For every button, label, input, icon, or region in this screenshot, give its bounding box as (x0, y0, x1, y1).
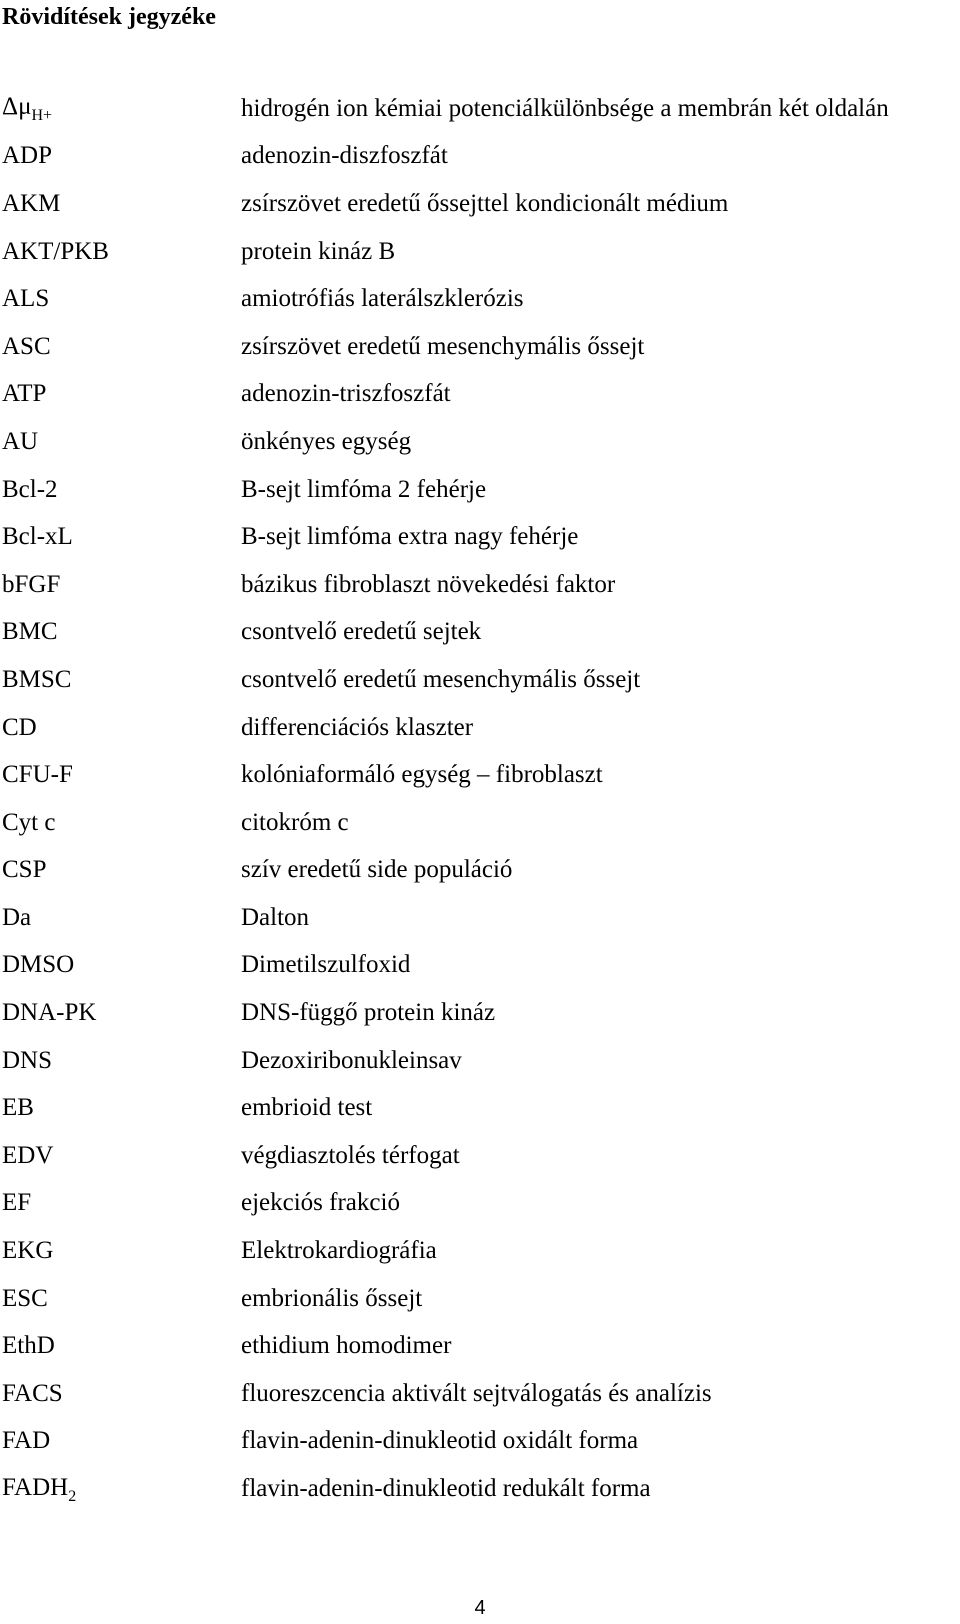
abbreviation-term: DNS (2, 1046, 53, 1074)
abbreviation-definition: szív eredetű side populáció (241, 856, 513, 884)
abbreviation-row (0, 1132, 960, 1180)
abbreviation-definition: zsírszövet eredetű mesenchymális őssejt (241, 332, 645, 360)
abbreviation-row (0, 371, 960, 419)
abbreviation-row (0, 1465, 960, 1513)
abbreviation-definition: adenozin-diszfoszfát (241, 142, 448, 170)
abbreviation-term-subscript: H+ (31, 107, 53, 125)
abbreviation-term: DMSO (2, 951, 75, 979)
abbreviation-row (0, 1037, 960, 1085)
abbreviation-row (0, 561, 960, 609)
abbreviation-definition: amiotrófiás laterálszklerózis (241, 285, 524, 313)
abbreviation-definition: csontvelő eredetű mesenchymális őssejt (241, 665, 641, 693)
abbreviation-row (0, 1180, 960, 1228)
abbreviation-row (0, 1275, 960, 1323)
abbreviation-row (0, 85, 960, 133)
abbreviation-term: BMC (2, 618, 58, 646)
abbreviation-term: AU (2, 427, 39, 455)
abbreviation-definition: zsírszövet eredetű őssejttel kondicionált médium (241, 189, 729, 217)
abbreviation-row (0, 513, 960, 561)
abbreviation-definition: Dalton (241, 903, 310, 931)
abbreviation-term: DNA-PK (2, 999, 97, 1027)
abbreviation-definition: ejekciós frakció (241, 1189, 400, 1217)
abbreviation-definition: csontvelő eredetű sejtek (241, 618, 482, 646)
abbreviation-term: FACS (2, 1379, 63, 1407)
abbreviation-definition: flavin-adenin-dinukleotid oxidált forma (241, 1427, 639, 1455)
abbreviation-row (0, 942, 960, 990)
abbreviation-definition: hidrogén ion kémiai potenciálkülönbsége a membrán két oldalán (241, 94, 889, 122)
abbreviation-definition: protein kináz B (241, 237, 396, 265)
abbreviation-term: Cyt c (2, 808, 56, 836)
abbreviation-definition: ethidium homodimer (241, 1332, 452, 1360)
abbreviation-term: AKT/PKB (2, 237, 109, 265)
abbreviation-row (0, 1084, 960, 1132)
abbreviation-term: EthD (2, 1332, 55, 1360)
abbreviation-definition: DNS-függő protein kináz (241, 999, 496, 1027)
page-number: 4 (474, 1597, 486, 1619)
abbreviation-row (0, 751, 960, 799)
abbreviation-term: ATP (2, 380, 47, 408)
abbreviation-term: Bcl-2 (2, 475, 58, 503)
abbreviation-row (0, 1418, 960, 1466)
abbreviation-definition: végdiasztolés térfogat (241, 1141, 460, 1169)
abbreviation-definition: embrioid test (241, 1094, 373, 1122)
abbreviation-definition: Elektrokardiográfia (241, 1237, 437, 1265)
abbreviation-row (0, 847, 960, 895)
abbreviation-term: Bcl-xL (2, 523, 73, 551)
abbreviation-term: EDV (2, 1141, 54, 1169)
abbreviation-row (0, 466, 960, 514)
abbreviation-row (0, 275, 960, 323)
abbreviation-row (0, 418, 960, 466)
abbreviation-term: ESC (2, 1284, 48, 1312)
abbreviation-term: bFGF (2, 570, 61, 598)
abbreviation-row (0, 133, 960, 181)
abbreviation-definition: bázikus fibroblaszt növekedési faktor (241, 570, 616, 598)
abbreviation-row (0, 323, 960, 371)
abbreviation-term: FAD (2, 1427, 51, 1455)
abbreviation-row (0, 1227, 960, 1275)
abbreviation-row (0, 894, 960, 942)
abbreviation-row (0, 1370, 960, 1418)
abbreviation-row (0, 989, 960, 1037)
abbreviation-definition: B-sejt limfóma 2 fehérje (241, 475, 487, 503)
abbreviation-term: CSP (2, 856, 47, 884)
abbreviation-term (0, 92, 241, 125)
abbreviation-term-text: FADH (2, 1473, 69, 1501)
abbreviation-term: ASC (2, 332, 51, 360)
abbreviation-row (0, 799, 960, 847)
abbreviation-list (0, 85, 960, 1513)
abbreviation-row (0, 704, 960, 752)
abbreviation-row (0, 1322, 960, 1370)
abbreviation-definition: differenciációs klaszter (241, 713, 474, 741)
abbreviation-term (0, 1473, 241, 1506)
abbreviation-definition: citokróm c (241, 808, 349, 836)
abbreviation-row (0, 180, 960, 228)
abbreviation-definition: kolóniaformáló egység – fibroblaszt (241, 761, 603, 789)
abbreviation-term: CD (2, 713, 37, 741)
page-title: Rövidítések jegyzéke (2, 4, 216, 30)
abbreviation-term: Da (2, 903, 32, 931)
abbreviation-term-subscript: 2 (68, 1487, 77, 1505)
abbreviation-row (0, 609, 960, 657)
abbreviation-term-text: Δμ (2, 93, 32, 121)
abbreviation-term: ADP (2, 142, 53, 170)
abbreviation-definition: B-sejt limfóma extra nagy fehérje (241, 523, 579, 551)
abbreviation-definition: önkényes egység (241, 427, 412, 455)
abbreviation-term: EB (2, 1094, 34, 1122)
abbreviation-definition: Dezoxiribonukleinsav (241, 1046, 462, 1074)
abbreviation-definition: embrionális őssejt (241, 1284, 423, 1312)
abbreviation-row (0, 228, 960, 276)
abbreviation-row (0, 656, 960, 704)
abbreviation-term: EKG (2, 1237, 54, 1265)
abbreviation-definition: Dimetilszulfoxid (241, 951, 411, 979)
abbreviation-definition: flavin-adenin-dinukleotid redukált forma (241, 1475, 651, 1503)
abbreviation-definition: fluoreszcencia aktivált sejtválogatás és analízis (241, 1379, 712, 1407)
abbreviation-term: EF (2, 1189, 32, 1217)
abbreviation-definition: adenozin-triszfoszfát (241, 380, 451, 408)
abbreviation-term: AKM (2, 189, 61, 217)
abbreviation-term: ALS (2, 285, 50, 313)
abbreviation-term: CFU-F (2, 761, 73, 789)
abbreviation-term: BMSC (2, 665, 72, 693)
